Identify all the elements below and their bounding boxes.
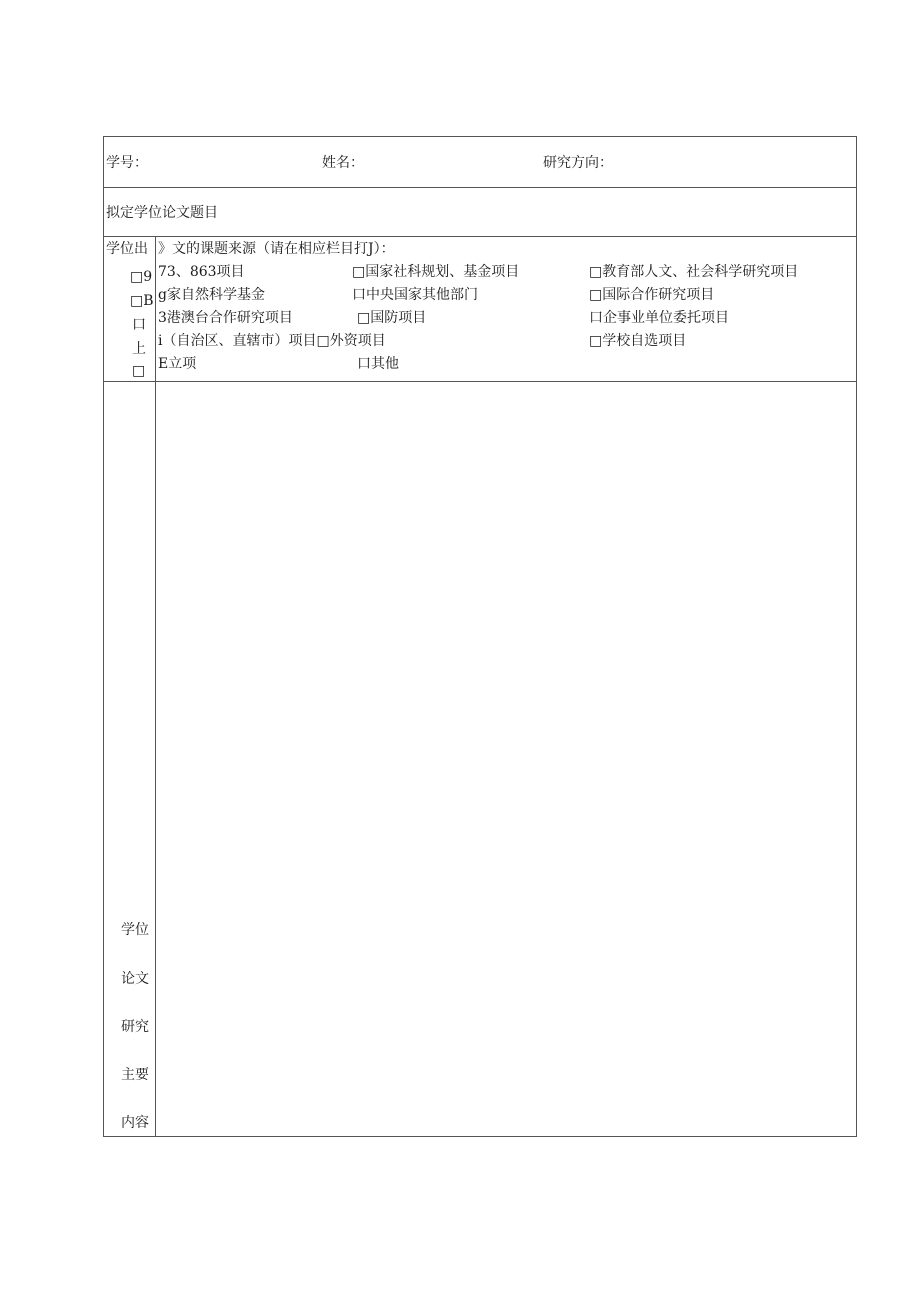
table-right-border [856, 136, 857, 1137]
source-option: □国际合作研究项目 [589, 287, 715, 303]
source-option: 口中央国家其他部门 [352, 287, 478, 303]
source-option: 3港澳台合作研究项目 [158, 310, 293, 326]
row-divider-2 [103, 236, 857, 237]
source-option: i（自治区、直辖市）项目□外资项目 [158, 333, 386, 349]
table-bottom-border [103, 1136, 857, 1137]
source-option: g家自然科学基金 [158, 287, 265, 303]
content-left-label-5: 内容 [121, 1115, 149, 1131]
source-option: 口其他 [357, 356, 399, 372]
source-option: □国防项目 [357, 310, 427, 326]
source-left-label-1: 学位出 [106, 241, 148, 257]
source-option: □国家社科规划、基金项目 [352, 264, 520, 280]
research-direction-label: 研究方向： [543, 155, 613, 171]
name-label: 姓名： [322, 155, 364, 171]
source-option: 73、863项目 [158, 264, 245, 280]
source-left-label-3: □B [130, 293, 154, 309]
table-top-border [103, 136, 857, 137]
content-left-label-3: 研究 [121, 1019, 149, 1035]
source-option: □教育部人文、社会科学研究项目 [589, 264, 799, 280]
source-left-label-4: 口 [132, 317, 146, 333]
content-writing-area[interactable] [156, 382, 856, 1136]
source-left-label-6: □ [132, 363, 146, 379]
student-id-label: 学号： [106, 155, 148, 171]
source-option: □学校自选项目 [589, 333, 687, 349]
source-intro: 》文的课题来源（请在相应栏目打J）： [158, 241, 395, 257]
thesis-title-label: 拟定学位论文题目 [106, 205, 218, 221]
source-left-label-2: □9 [130, 269, 153, 285]
content-left-label-2: 论文 [121, 971, 149, 987]
row-divider-1 [103, 187, 857, 188]
content-left-label-1: 学位 [121, 922, 149, 938]
table-left-border [103, 136, 104, 1137]
content-left-label-4: 主要 [121, 1067, 149, 1083]
source-option: E立项 [158, 356, 197, 372]
source-option: 口企事业单位委托项目 [589, 310, 729, 326]
source-left-label-5: 上 [132, 341, 146, 357]
